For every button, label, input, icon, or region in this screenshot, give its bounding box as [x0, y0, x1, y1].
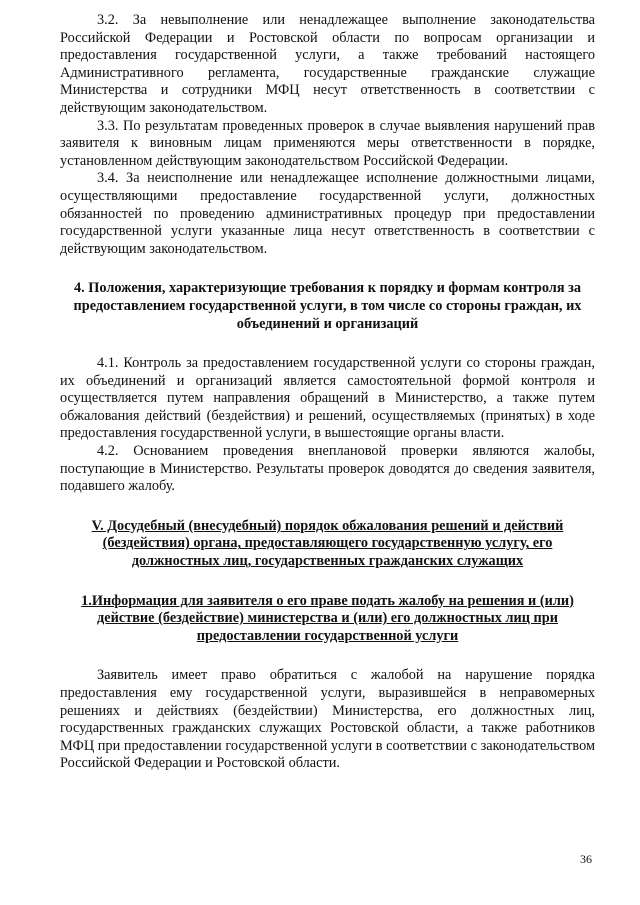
paragraph-3-3: 3.3. По результатам проведенных проверок в случае выявления нарушений прав заявителя к виновным лицам применяются меры ответственности в порядке, установленном действующим законодательством Российской Федерации.: [60, 117, 595, 169]
paragraph-4-1: 4.1. Контроль за предоставлением государственной услуги со стороны граждан, их объединений и организаций является самостоятельной формой контроля и осуществляется путем направления обращений в Министерство, а также путем обжалования действий (бездействия) и решений, осуществляемых (принятых) в ходе предоставления государственной услуги, в вышестоящие органы власти.: [60, 355, 595, 442]
paragraph-3-2: 3.2. За невыполнение или ненадлежащее выполнение законодательства Российской Федерации и Ростовской области по вопросам организации и предоставления государственной услуги, а также требований настоящего Административного регламента, государственные гражданские служащие Министерства и сотрудники МФЦ несут ответственность в соответствии с действующим законодательством.: [60, 12, 595, 116]
section-4-heading: 4. Положения, характеризующие требования к порядку и формам контроля за предоставлением государственной услуги, в том числе со стороны граждан, их объединений и организаций: [73, 280, 582, 332]
page-number: 36: [580, 852, 592, 866]
paragraph-5-1: Заявитель имеет право обратиться с жалобой на нарушение порядка предоставления ему государственной услуги, выразившейся в неправомерных решениях и действиях (бездействии) Министерства, его должностных лиц, государственных гражданских служащих Ростовской области, а также работников МФЦ при предоставлении государственной услуги в соответствии с законодательством Российской Федерации и Ростовской области.: [60, 667, 595, 772]
subsection-5-1-heading: 1.Информация для заявителя о его праве подать жалобу на решения и (или) действие (бездействие) министерства и (или) его должностных лиц при предоставлении государственной услуги: [81, 592, 574, 644]
paragraph-4-2: 4.2. Основанием проведения внеплановой проверки являются жалобы, поступающие в Министерство. Результаты проверок доводятся до сведения заявителя, подавшего жалобу.: [60, 443, 595, 495]
section-5-heading: V. Досудебный (внесудебный) порядок обжалования решений и действий (бездействия) органа, предоставляющего государственную услугу, его должностных лиц, государственных гражданских служащих: [91, 517, 564, 570]
document-page: [60, 12, 595, 773]
paragraph-3-4: 3.4. За неисполнение или ненадлежащее исполнение должностными лицами, осуществляющими предоставление государственной услуги, должностных обязанностей по проведению административных процедур при предоставлении государственной услуги указанные лица несут ответственность в соответствии с действующим законодательством.: [60, 170, 595, 257]
